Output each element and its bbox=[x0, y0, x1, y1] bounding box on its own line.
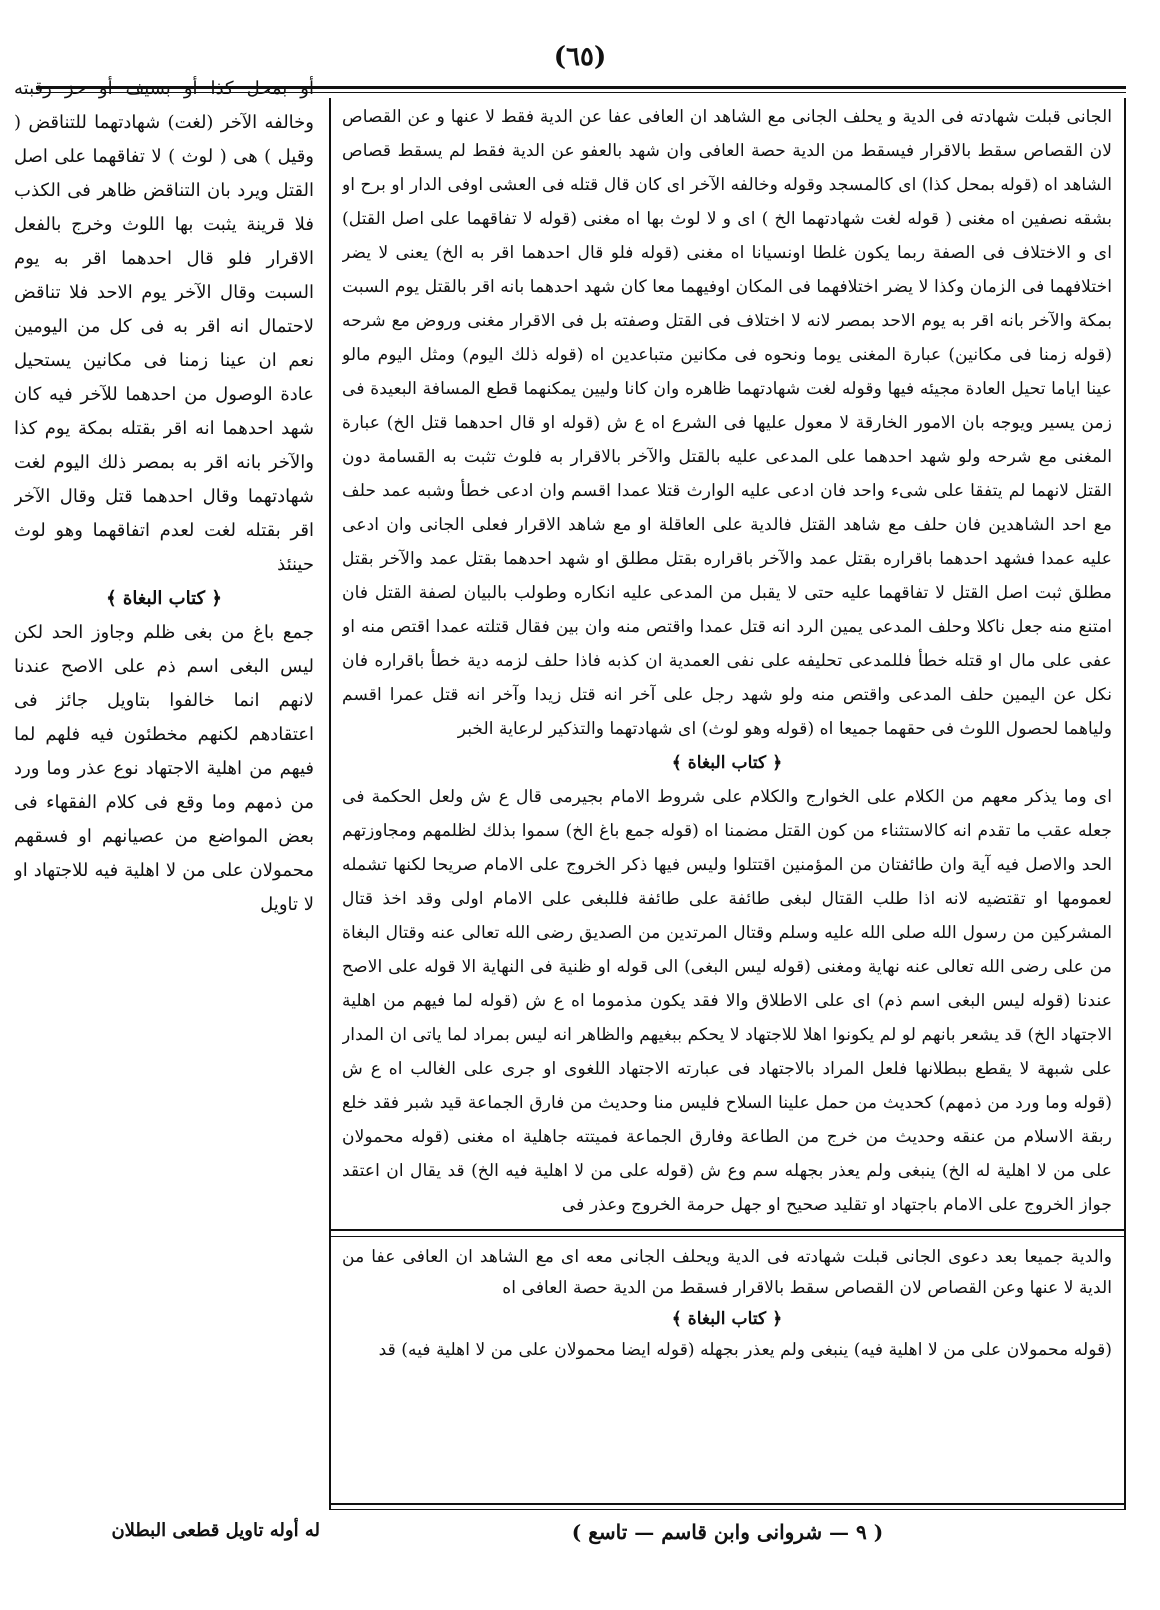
bottom-divider-thin bbox=[329, 1509, 1126, 1510]
margin-text-column bbox=[14, 72, 314, 1512]
footer-signature: ( ٩ — شروانى وابن قاسم — تاسع ) bbox=[571, 1520, 884, 1544]
margin-heading: ﴿ كتاب البغاة ﴾ bbox=[106, 588, 222, 609]
commentary-block bbox=[342, 100, 1112, 1220]
gloss-line-1: والدية جميعا بعد دعوى الجانى قبلت شهادته فى الدية ويحلف الجانى معه اى مع الشاهد ان العافى عفا من الدية لا عنها وعن القصاص لان القصاص سقط بالاقرار فسقط من الدية حصة العافى اه bbox=[342, 1247, 1112, 1298]
page-number: (٦٥) bbox=[553, 42, 607, 72]
commentary-paragraph-2: اى وما يذكر معهم من الكلام على الخوارج والكلام على شروط الامام بجيرمى قال ع ش ولعل الحكمة فى جعله عقب ما تقدم انه كالاستثناء من كون القتل مضمنا اه (قوله جمع باغ الخ) سموا بذلك لظلمهم ومجاوزتهم الحد والاصل فيه آية وان طائفتان من المؤمنين اقتتلوا وليس فيها ذكر الخروج على الامام صريحا لكنها تشمله لعمومها او تقتضيه لانه اذا طلب القتال لبغى طائفة على طائفة فللبغى على الامام اولى وقد اخذ قتال المشركين من رسول الله صلى الله عليه وسلم وقتال المرتدين من الصديق رضى الله تعالى عنه وقتال البغاة من على رضى الله تعالى عنه نهاية ومغنى (قوله ليس البغى) الى قوله او ظنية فى النهاية الا قوله على الاصح عندنا (قوله ليس البغى اسم ذم) اى على الاطلاق والا فقد يكون مذموما اه ع ش (قوله لما فيهم من اهلية الاجتهاد الخ) قد يشعر بانهم لو لم يكونوا اهلا للاجتهاد لا يحكم ببغيهم والظاهر انه ليس بمراد لما ياتى ان المدار على شبهة لا يقطع ببطلانها فلعل المراد بالاجتهاد فى عبارته الاجتهاد اللغوى او جرى على الغالب اه ع ش (قوله وما ورد من ذمهم) كحديث من حمل علينا السلاح فليس منا وحديث من فارق الجماعة قيد شبر فقد خلع ربقة الاسلام من عنقه وحديث من خرج من الطاعة وفارق الجماعة فميتته جاهلية اه مغنى (قوله محمولان على من لا اهلية له الخ) ينبغى ولم يعذر بجهله سم وع ش (قوله على من لا اهلية فيه الخ) قد يقال ان اعتقد جواز الخروج على الامام باجتهاد او تقليد صحيح او جهل حرمة الخروج وعذر فى bbox=[342, 787, 1112, 1215]
gloss-line-2: (قوله محمولان على من لا اهلية فيه) ينبغى ولم يعذر بجهله (قوله ايضا محمولان على من لا اهلية فيه) قد bbox=[378, 1340, 1112, 1360]
gloss-heading: ﴿ كتاب البغاة ﴾ bbox=[671, 1309, 783, 1329]
margin-paragraph-1: أو بمحل كذا أو بسيف أو حز رقبته وخالفه الآخر (لغت) شهادتهما للتناقض ( وقيل ) هى ( لوث ) لا تفاقهما على اصل القتل ويرد بان التناقض ظاهر فى الكذب فلا قرينة يثبت بها اللوث وخرج بالفعل الاقرار فلو قال احدهما اقر به يوم السبت وقال الآخر يوم الاحد فلا تناقض لاحتمال انه اقر به فى كل من اليومين نعم ان عينا زمنا فى مكانين يستحيل عادة الوصول من احدهما للآخر فيه كان شهد احدهما انه اقر بقتله بمكة يوم كذا والآخر بانه اقر به بمصر ذلك اليوم لغت شهادتهما وقال احدهما قتل وقال الآخر اقر بقتله لغت لعدم اتفاقهما وهو لوث حينئذ bbox=[14, 78, 314, 575]
margin-paragraph-2: جمع باغ من بغى ظلم وجاوز الحد لكن ليس البغى اسم ذم على الاصح عندنا لانهم انما خالفوا بتاويل جائز فى اعتقادهم لكنهم مخطئون فيه فلهم لما فيهم من اهلية الاجتهاد نوع عذر وما ورد من ذمهم وما وقع فى كلام الفقهاء فى بعض المواضع من عصيانهم او فسقهم محمولان على من لا اهلية فيه للاجتهاد او لا تاويل bbox=[14, 622, 314, 915]
section-divider-thin bbox=[329, 1236, 1126, 1237]
section-divider bbox=[329, 1229, 1126, 1231]
section-heading: ﴿ كتاب البغاة ﴾ bbox=[671, 753, 783, 773]
gloss-block bbox=[342, 1242, 1112, 1500]
bottom-divider bbox=[329, 1503, 1126, 1505]
commentary-paragraph-1: الجانى قبلت شهادته فى الدية و يحلف الجانى مع الشاهد ان العافى عفا عن الدية فقط لا عنها و عن القصاص لان القصاص سقط بالاقرار فيسقط من الدية حصة العافى وان شهد بالعفو عن الدية فقط لم يسقط قصاص الشاهد اه (قوله بمحل كذا) اى كالمسجد وقوله وخالفه الآخر اى كان قال قتله فى العشى اوفى الدار او برح او بشقه نصفين اه مغنى ( قوله لغت شهادتهما الخ ) اى و لا لوث بها اه مغنى (قوله لا تفاقهما على اصل القتل) اى و الاختلاف فى الصفة ربما يكون غلطا اونسيانا اه مغنى (قوله فلو قال احدهما اقر به الخ) يعنى لا يضر اختلافهما فى الزمان وكذا لا يضر اختلافهما فى المكان اوفيهما معا كان شهد احدهما بانه اقر بالقتل يوم السبت بمكة والآخر بانه اقر به يوم الاحد بمصر لانه لا اختلاف فى القتل وصفته بل فى الاقرار مغنى وروض مع شرحه (قوله زمنا فى مكانين) عبارة المغنى يوما ونحوه فى مكانين متباعدين اه (قوله ذلك اليوم) ومثل اليوم مالو عينا اياما تحيل العادة مجيئه فيها وقوله لغت شهادتهما ظاهره وان كانا وليين يمكنهما قطع المسافة البعيدة فى زمن يسير ويوجه بان الامور الخارقة لا معول عليها فى الشرع اه ع ش (قوله او قال احدهما قتل الخ) عبارة المغنى مع شرحه ولو شهد احدهما على المدعى عليه بالقتل والآخر بالاقرار به فلوث تثبت به القسامة دون القتل لانهما لم يتفقا على شىء واحد فان ادعى عليه الوارث قتلا عمدا اقسم وان ادعى خطأ وشبه عمد حلف مع احد الشاهدين فان حلف مع شاهد القتل فالدية على العاقلة او مع شاهد الاقرار فعلى الجانى وان ادعى عليه عمدا فشهد احدهما باقراره بقتل عمد والآخر باقراره بقتل مطلق او شهد احدهما بقتل عمد والآخر بقتل مطلق ثبت اصل القتل لا تفاقهما عليه حتى لا يقبل من المدعى عليه انكاره وطولب بالبيان لصفة القتل فان امتنع منه جعل ناكلا وحلف المدعى يمين الرد انه قتل عمدا واقتص منه وان بين فقال قتلته عمدا اقتص منه او عفى على مال او قتله خطأ فللمدعى تحليفه على نفى العمدية ان كذبه فاذا حلف لزمه دية خطأ باقراره فان نكل عن اليمين حلف المدعى واقتص منه ولو شهد رجل على آخر انه قتل زيدا وآخر انه قتل عمرا اقسم ولياهما لحصول اللوث فى حقهما جميعا اه (قوله وهو لوث) اى شهادتهما والتذكير لرعاية الخبر bbox=[342, 107, 1112, 739]
margin-continuation: له أوله تاويل قطعى البطلان bbox=[111, 1520, 320, 1541]
